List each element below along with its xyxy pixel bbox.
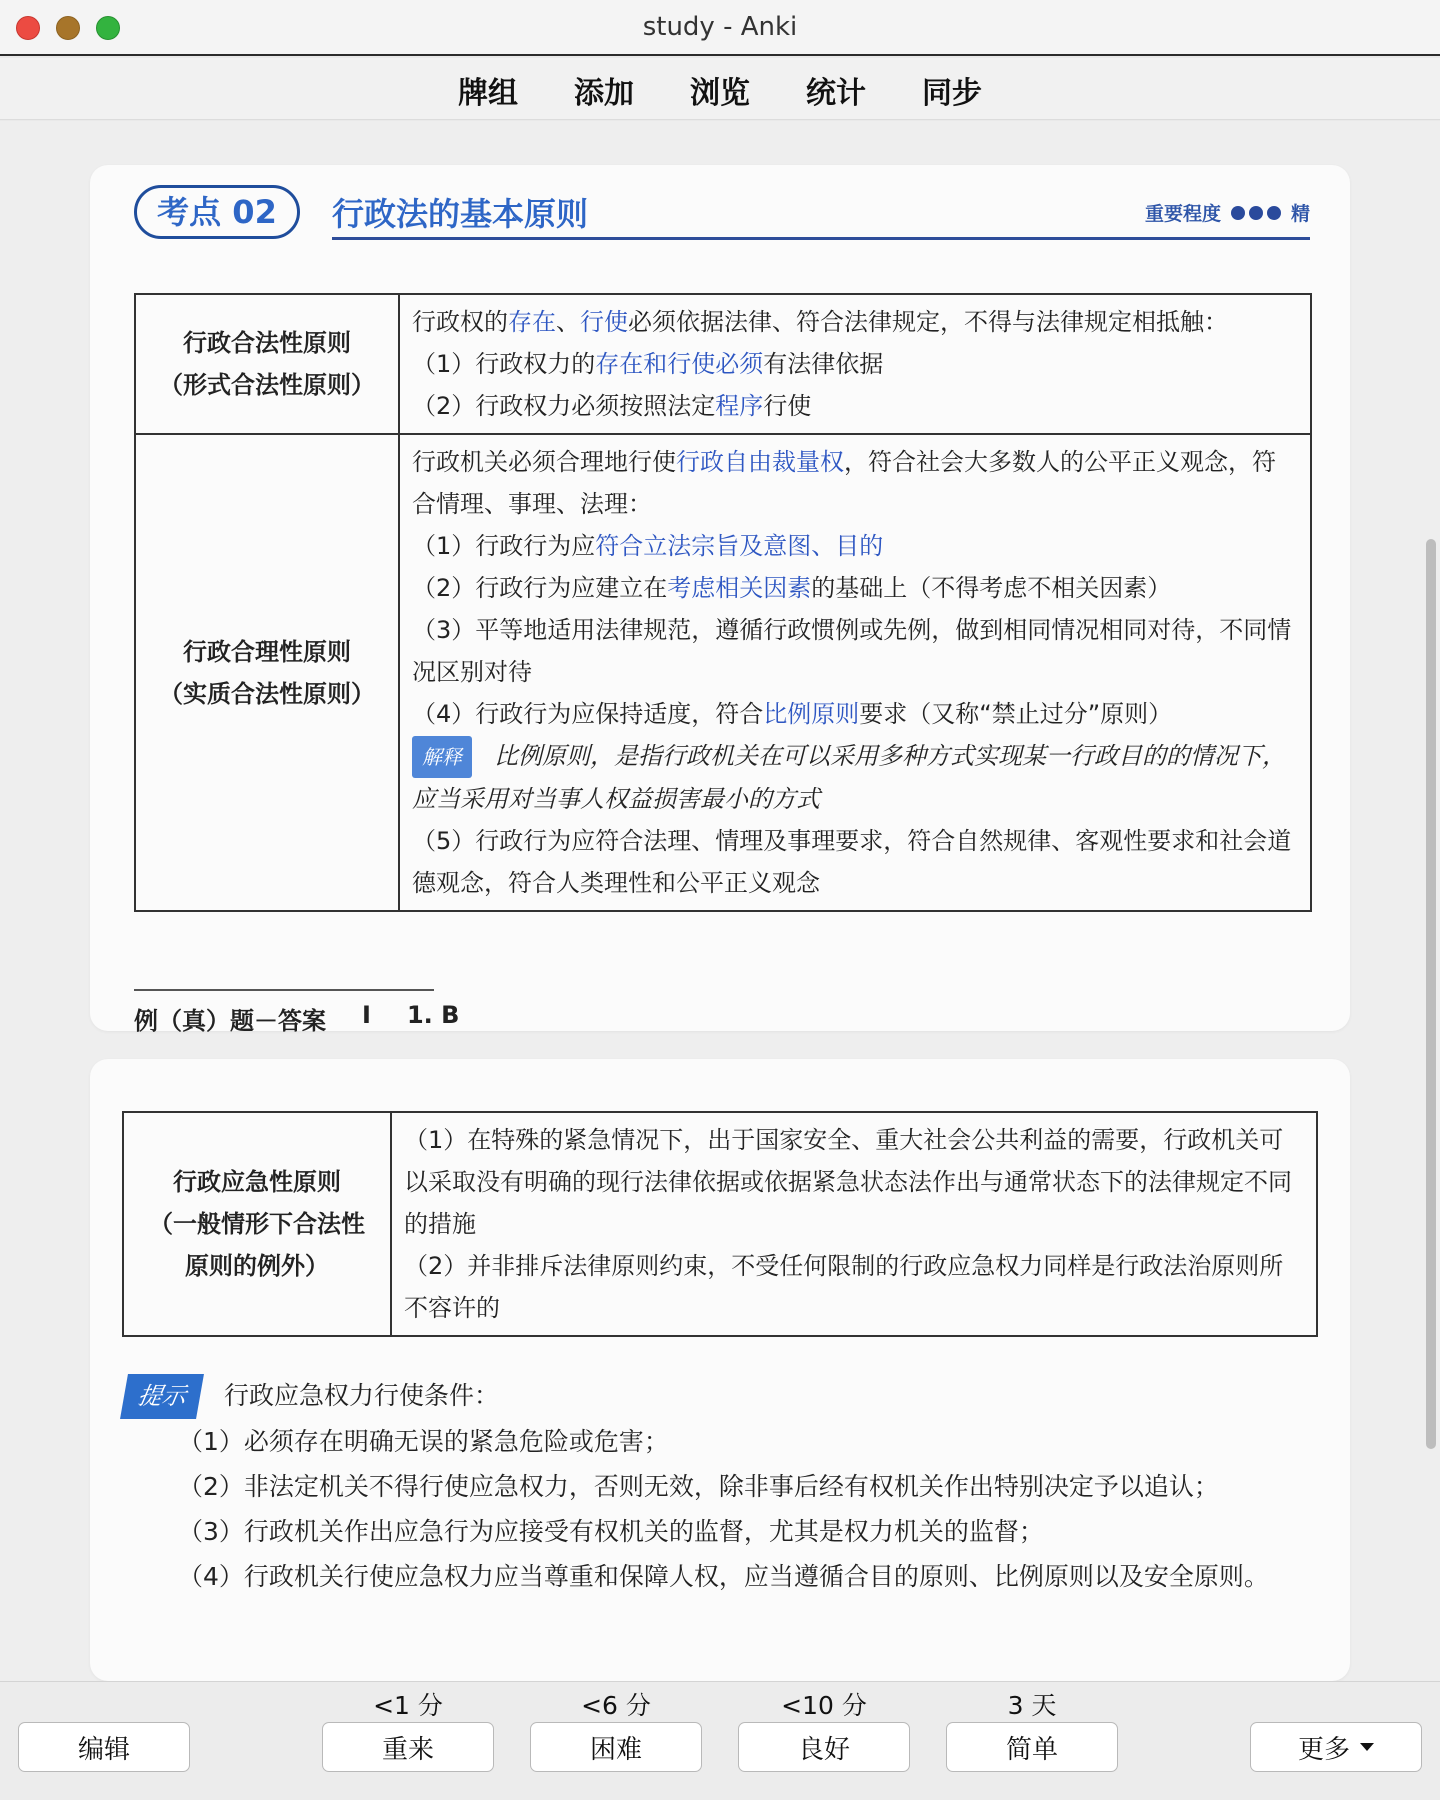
- principle-alias: （实质合法性原则）: [159, 679, 375, 708]
- toolbar-add-button[interactable]: 添加: [574, 76, 634, 111]
- window-title: study - Anki: [642, 12, 798, 42]
- principle-point: （1）行政权力的存在和行使必须有法律依据: [412, 350, 884, 378]
- principle-alias: （形式合法性原则）: [159, 371, 375, 399]
- answer-bar: [0, 1681, 1440, 1800]
- principle-name-cell: [135, 294, 399, 434]
- principles-table: [134, 293, 1312, 912]
- principle-point: （2）并非排斥法律原则约束，不受任何限制的行政应急权力同样是行政法治原则所不容许的: [404, 1252, 1284, 1322]
- principle-alias: （一般情形下合法性: [149, 1210, 365, 1238]
- table-row: [123, 1112, 1317, 1336]
- vertical-scrollbar[interactable]: [1426, 539, 1436, 1449]
- principle-point: （2）行政权力必须按照法定程序行使: [412, 392, 812, 420]
- explanation-note: [412, 735, 1298, 820]
- card-image-1: [90, 165, 1350, 1035]
- principle-desc-cell: [399, 434, 1311, 911]
- principle-intro: 行政权的存在、行使必须依据法律、符合法律规定，不得与法律规定相抵触：: [412, 308, 1228, 336]
- importance-dot: [1249, 206, 1263, 220]
- principle-desc-cell: [399, 294, 1311, 434]
- table-row: [135, 434, 1311, 911]
- hard-button[interactable]: 困难: [530, 1722, 702, 1772]
- principle-name-cell: [123, 1112, 391, 1336]
- toolbar-sync-button[interactable]: 同步: [922, 76, 982, 111]
- explanation-tag: 解释: [412, 736, 472, 778]
- answer-separator: I: [362, 1001, 371, 1029]
- principle-point: （3）平等地适用法律规范，遵循行政惯例或先例，做到相同情况相同对待，不同情况区别对待: [412, 616, 1292, 686]
- principle-desc-cell: [391, 1112, 1317, 1336]
- table-row: [135, 294, 1311, 434]
- tip-block: [124, 1373, 1324, 1599]
- easy-interval: 3 天: [1007, 1691, 1057, 1720]
- tip-tag: 提示: [120, 1374, 204, 1419]
- importance-suffix: 精: [1290, 203, 1310, 225]
- good-interval: <10 分: [781, 1691, 867, 1720]
- principle-intro: 行政机关必须合理地行使行政自由裁量权，符合社会大多数人的公平正义观念，符合情理、事理、法理：: [412, 448, 1276, 518]
- answer-label: 例（真）题－答案: [134, 1007, 326, 1035]
- principle-name-cell: [135, 434, 399, 911]
- again-button[interactable]: 重来: [322, 1722, 494, 1772]
- toolbar-browse-button[interactable]: 浏览: [690, 76, 750, 111]
- answer-value: 1. B: [406, 1001, 460, 1029]
- tip-item: （2）非法定机关不得行使应急权力，否则无效，除非事后经有权机关作出特别决定予以追认；: [178, 1472, 1219, 1501]
- topic-title: 行政法的基本原则: [332, 195, 589, 233]
- explanation-text: 比例原则，是指行政机关在可以采用多种方式实现某一行政目的的情况下，应当采用对当事人权益损害最小的方式: [412, 742, 1286, 813]
- title-bar: [0, 0, 1440, 56]
- tip-intro: 行政应急权力行使条件：: [224, 1381, 500, 1410]
- tip-item: （3）行政机关作出应急行为应接受有权机关的监督，尤其是权力机关的监督；: [178, 1517, 1044, 1546]
- importance-label: 重要程度: [1144, 203, 1221, 225]
- again-interval: <1 分: [373, 1691, 443, 1720]
- toolbar-decks-button[interactable]: 牌组: [458, 76, 518, 111]
- topic-badge: 考点 02: [134, 185, 300, 239]
- title-underline: [332, 237, 1310, 240]
- principle-name: 行政应急性原则: [173, 1168, 341, 1196]
- principle-name: 行政合法性原则: [183, 329, 351, 357]
- main-toolbar: [0, 58, 1440, 120]
- caret-down-icon: [1360, 1743, 1374, 1751]
- more-label: 更多: [1297, 1734, 1350, 1765]
- importance-dot: [1231, 206, 1245, 220]
- tip-item: （4）行政机关行使应急权力应当尊重和保障人权，应当遵循合目的原则、比例原则以及安全原则。: [178, 1562, 1269, 1591]
- hard-interval: <6 分: [581, 1691, 651, 1720]
- importance-dot: [1267, 206, 1281, 220]
- card-review-area: [0, 121, 1440, 1681]
- importance-indicator: [1145, 199, 1310, 226]
- edit-button[interactable]: 编辑: [18, 1722, 190, 1772]
- principle-point: （4）行政行为应保持适度，符合比例原则要求（又称“禁止过分”原则）: [412, 700, 1173, 728]
- principle-point: （5）行政行为应符合法理、情理及事理要求，符合自然规律、客观性要求和社会道德观念，符合人类理性和公平正义观念: [412, 827, 1292, 897]
- tip-item: （1）必须存在明确无误的紧急危险或危害；: [178, 1427, 669, 1456]
- easy-button[interactable]: 简单: [946, 1722, 1118, 1772]
- toolbar-stats-button[interactable]: 统计: [806, 76, 866, 111]
- principle-point: （2）行政行为应建立在考虑相关因素的基础上（不得考虑不相关因素）: [412, 574, 1172, 602]
- card-image-2: [90, 1059, 1350, 1681]
- more-button[interactable]: [1250, 1722, 1422, 1772]
- principle-alias: 原则的例外）: [185, 1252, 329, 1280]
- good-button[interactable]: 良好: [738, 1722, 910, 1772]
- principles-table: [122, 1111, 1318, 1337]
- principle-point: （1）在特殊的紧急情况下，出于国家安全、重大社会公共利益的需要，行政机关可以采取没有明确的现行法律依据或依据紧急状态法作出与通常状态下的法律规定不同的措施: [404, 1126, 1292, 1238]
- principle-name: 行政合理性原则: [183, 637, 351, 666]
- answer-line: [134, 1001, 459, 1036]
- answer-divider: [134, 989, 434, 991]
- importance-dots: [1231, 206, 1281, 220]
- principle-point: （1）行政行为应符合立法宗旨及意图、目的: [412, 532, 884, 560]
